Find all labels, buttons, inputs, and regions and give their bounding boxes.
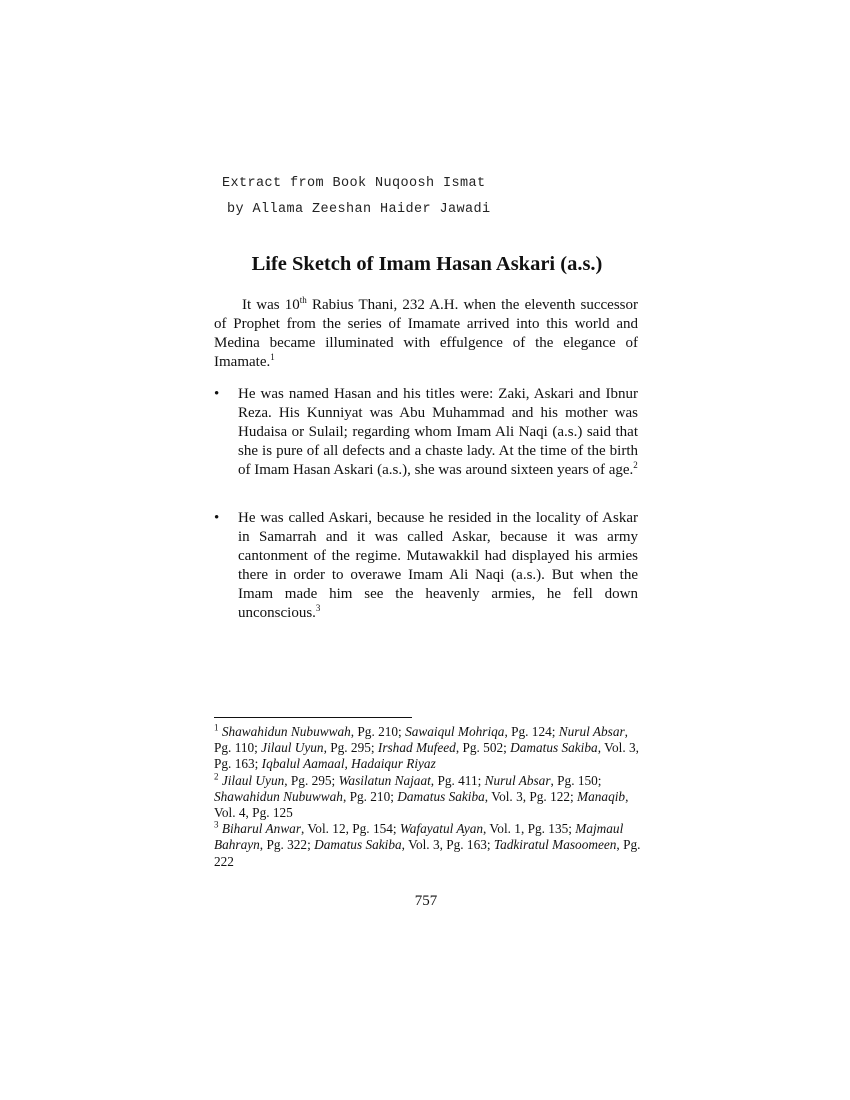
header-line-2: by Allama Zeeshan Haider Jawadi <box>227 202 491 217</box>
footnote-3 <box>214 821 644 870</box>
footnote-body <box>214 773 628 820</box>
source-title: Biharul Anwar <box>221 821 302 837</box>
source-title: Manaqib <box>577 788 626 804</box>
intro-paragraph <box>214 296 638 372</box>
citation-detail: , Vol. 1, Pg. 135; <box>483 821 576 837</box>
bullet-list-2 <box>214 509 638 623</box>
source-title: Damatus Sakiba <box>397 788 485 804</box>
intro-text-start: It was 10 <box>242 297 300 313</box>
footnote-body <box>214 724 639 771</box>
page-title: Life Sketch of Imam Hasan Askari (a.s.) <box>251 253 603 275</box>
citation-detail: , Vol. 12, Pg. 154; <box>301 821 400 837</box>
citation-detail: , Pg. 210; <box>342 788 398 804</box>
header-line-1: Extract from Book Nuqoosh Ismat <box>222 176 486 191</box>
citation-detail: , Pg. 124; <box>504 724 559 739</box>
footnote-ref-1: 1 <box>270 352 275 362</box>
footnote-ref-2: 2 <box>633 460 638 470</box>
intro-text-rest: Rabius Thani, 232 A.H. when the eleventh successor of Prophet from the series of Imamate arrived into this world and Medina became illuminated with effulgence of the elegance of Imamate. <box>214 297 638 370</box>
source-title: Nurul Absar <box>484 772 551 788</box>
bullet-item-names <box>214 385 638 480</box>
citation-detail: , Pg. 150; <box>550 772 602 788</box>
footnote-ref-3: 3 <box>315 603 321 613</box>
source-title: Iqbalul Aamaal, Hadaiqur Riyaz <box>261 756 436 772</box>
source-title: Shawahidun Nubuwwah <box>214 788 343 804</box>
footnote-body <box>214 821 640 868</box>
citation-detail: , Vol. 3, Pg. 122; <box>484 788 578 804</box>
footnote-2 <box>214 773 644 822</box>
ordinal-suffix: th <box>299 295 307 305</box>
source-title: Damatus Sakiba <box>510 740 598 756</box>
bullet-text: He was named Hasan and his titles were: Zaki, Askari and Ibnur Reza. His Kunniyat was Abu Muhammad and his mother was Hudaisa or Sulail; regarding whom Imam Ali Naqi (a.s.) said that she is pure of all defects and a chaste lady. At the time of the birth of Imam Hasan Askari (a.s.), she was around sixteen years of age. <box>238 386 638 478</box>
citation-detail: , Pg. 110; <box>214 724 628 756</box>
citation-detail: , Pg. 322; <box>259 837 315 853</box>
source-title: Nurul Absar <box>558 724 625 739</box>
footnote-number: 1 <box>214 722 219 733</box>
bullet-list-1 <box>214 385 638 480</box>
source-title: Shawahidun Nubuwwah <box>221 724 351 739</box>
bullet-dot-icon: • <box>214 510 220 526</box>
footnote-divider <box>214 717 412 718</box>
footnote-1 <box>214 724 644 773</box>
citation-detail: , Pg. 210; <box>350 724 406 739</box>
footnote-number: 2 <box>214 771 219 782</box>
footnote-number: 3 <box>214 819 219 830</box>
citation-detail: , Vol. 3, Pg. 163; <box>401 837 494 853</box>
citation-detail: , Pg. 502; <box>455 740 511 756</box>
page-number: 757 <box>414 893 438 909</box>
source-title: Jilaul Uyun <box>261 740 324 756</box>
source-title: Irshad Mufeed <box>377 740 456 756</box>
footnotes <box>214 724 644 870</box>
bullet-dot-icon: • <box>214 386 220 402</box>
bullet-text: He was called Askari, because he resided in the locality of Askar in Samarrah and it was called Askar, because it was army cantonment of the regime. Mutawakkil had displayed his armies there in order to overawe Imam Ali Naqi (a.s.). But when the Imam made him see the heavenly armies, he fell down unconscious. <box>238 510 638 621</box>
citation-detail: , Vol. 3, Pg. 163; <box>214 740 639 772</box>
citation-detail: , Pg. 411; <box>430 772 485 788</box>
source-title: Tadkiratul Masoomeen <box>493 837 617 853</box>
citation-detail: , Pg. 295; <box>323 740 378 756</box>
source-title: Damatus Sakiba <box>314 837 402 853</box>
source-title: Wafayatul Ayan <box>399 821 484 837</box>
source-title: Wasilatun Najaat <box>338 772 431 788</box>
citation-detail: , Vol. 4, Pg. 125 <box>214 788 629 821</box>
source-title: Jilaul Uyun <box>221 772 285 788</box>
citation-detail: , Pg. 295; <box>284 772 339 788</box>
citation-detail: , Pg. 222 <box>214 837 641 869</box>
bullet-item-askari <box>214 509 638 623</box>
source-title: Sawaiqul Mohriqa <box>405 724 505 739</box>
source-title: Majmaul Bahrayn <box>214 821 624 853</box>
